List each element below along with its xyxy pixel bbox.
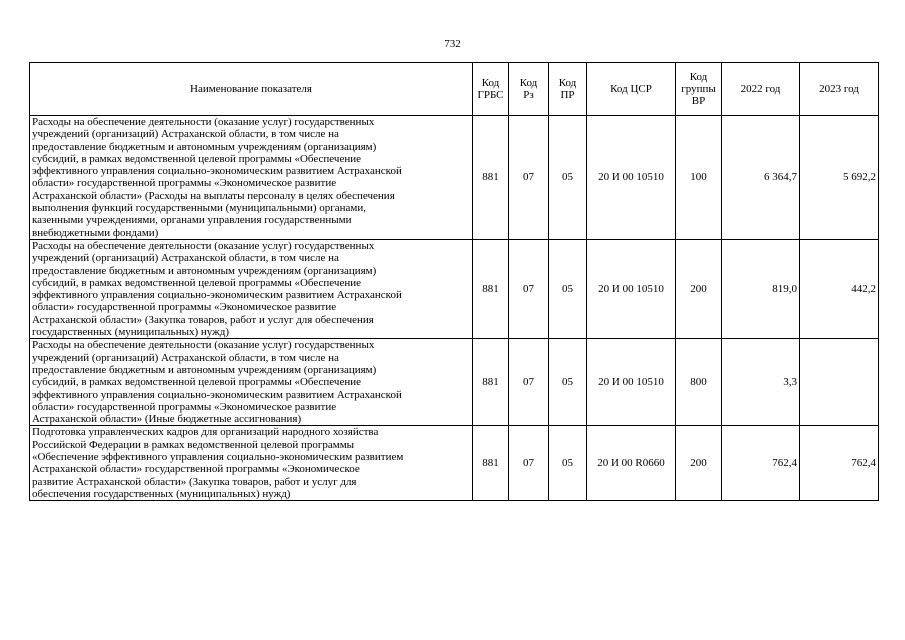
rz-cell: 07 — [509, 426, 549, 501]
amount-2023-cell: 442,2 — [800, 239, 879, 338]
indicator-name-line: развитие Астраханской области» (Закупка товаров, работ и услуг для — [32, 475, 357, 488]
indicator-name-line: эффективного управления социально-экономическим развитием Астраханской — [32, 289, 402, 302]
vr-cell: 100 — [676, 116, 722, 240]
indicator-name-line: эффективного управления социально-экономическим развитием Астраханской — [32, 388, 402, 401]
grbs-cell: 881 — [473, 116, 509, 240]
indicator-name-line: «Обеспечение эффективного управления социально-экономическим развитием — [32, 451, 404, 464]
indicator-name-line: области» государственной программы «Экономическое развитие — [32, 400, 337, 413]
indicator-name-line: учреждений (организаций) Астраханской области, в том числе на — [32, 128, 339, 141]
indicator-name-line: внебюджетными фондами) — [32, 226, 159, 239]
col-2023-header: 2023 год — [800, 63, 879, 116]
indicator-name-line: предоставление бюджетным и автономным учреждениям (организациям) — [32, 140, 377, 153]
indicator-name-line: Российской Федерации в рамках ведомственной целевой программы — [32, 438, 355, 451]
csr-cell: 20 И 00 10510 — [587, 116, 676, 240]
indicator-name-line: области» государственной программы «Экономическое развитие — [32, 301, 337, 314]
pr-cell: 05 — [549, 116, 587, 240]
csr-cell: 20 И 00 10510 — [587, 239, 676, 338]
indicator-name-line: субсидий, в рамках ведомственной целевой программы «Обеспечение — [32, 276, 361, 289]
indicator-name-line: Астраханской области» (Иные бюджетные ассигнования) — [32, 413, 302, 426]
indicator-name-cell — [30, 116, 473, 240]
col-vr-header-line: Код — [689, 70, 708, 83]
indicator-name-line: учреждений (организаций) Астраханской области, в том числе на — [32, 351, 339, 364]
amount-2022-cell: 6 364,7 — [722, 116, 800, 240]
grbs-cell: 881 — [473, 426, 509, 501]
csr-cell: 20 И 00 10510 — [587, 339, 676, 426]
col-grbs-header-line: Код — [481, 76, 500, 89]
col-rz-header — [509, 63, 549, 116]
vr-cell: 200 — [676, 239, 722, 338]
table-row — [30, 116, 879, 240]
rz-cell: 07 — [509, 239, 549, 338]
col-vr-header-line: группы — [681, 82, 716, 95]
rz-cell: 07 — [509, 339, 549, 426]
table-row — [30, 239, 879, 338]
indicator-name-line: учреждений (организаций) Астраханской области, в том числе на — [32, 252, 339, 265]
vr-cell: 200 — [676, 426, 722, 501]
header-row — [30, 63, 879, 116]
indicator-name-line: государственных (муниципальных) нужд) — [32, 326, 229, 339]
page-number: 732 — [444, 38, 461, 50]
indicator-name-line: субсидий, в рамках ведомственной целевой программы «Обеспечение — [32, 376, 361, 389]
table-row — [30, 426, 879, 501]
indicator-name-line: Астраханской области» государственной программы «Экономическое — [32, 463, 360, 476]
col-name-header: Наименование показателя — [30, 63, 473, 116]
indicator-name-line: эффективного управления социально-экономическим развитием Астраханской — [32, 165, 402, 178]
indicator-name-line: Астраханской области» (Расходы на выплаты персоналу в целях обеспечения — [32, 189, 395, 202]
vr-cell: 800 — [676, 339, 722, 426]
indicator-name-line: предоставление бюджетным и автономным учреждениям (организациям) — [32, 363, 377, 376]
indicator-name-line: предоставление бюджетным и автономным учреждениям (организациям) — [32, 264, 377, 277]
indicator-name-cell — [30, 339, 473, 426]
col-grbs-header — [473, 63, 509, 116]
col-rz-header-line: Код — [519, 76, 538, 89]
col-2022-header: 2022 год — [722, 63, 800, 116]
indicator-name-line: выполнения функций государственными (муниципальными) органами, — [32, 202, 367, 215]
indicator-name-line: казенными учреждениями, органами управления государственными — [32, 214, 352, 227]
indicator-name-line: Расходы на обеспечение деятельности (оказание услуг) государственных — [32, 239, 375, 252]
grbs-cell: 881 — [473, 239, 509, 338]
indicator-name-line: области» государственной программы «Экономическое развитие — [32, 177, 337, 190]
amount-2022-cell: 819,0 — [722, 239, 800, 338]
budget-table — [29, 62, 879, 501]
col-rz-header-line: Рз — [523, 89, 534, 101]
col-vr-header — [676, 63, 722, 116]
col-pr-header — [549, 63, 587, 116]
amount-2023-cell: 5 692,2 — [800, 116, 879, 240]
amount-2023-cell: 762,4 — [800, 426, 879, 501]
col-grbs-header-line: ГРБС — [477, 89, 504, 101]
rz-cell: 07 — [509, 116, 549, 240]
indicator-name-line: Расходы на обеспечение деятельности (оказание услуг) государственных — [32, 339, 375, 352]
indicator-name-cell — [30, 426, 473, 501]
indicator-name-line: Расходы на обеспечение деятельности (оказание услуг) государственных — [32, 116, 375, 128]
amount-2022-cell: 762,4 — [722, 426, 800, 501]
indicator-name-line: Подготовка управленческих кадров для организаций народного хозяйства — [32, 426, 379, 439]
amount-2023-cell — [800, 339, 879, 426]
amount-2022-cell: 3,3 — [722, 339, 800, 426]
pr-cell: 05 — [549, 239, 587, 338]
table-row — [30, 339, 879, 426]
col-pr-header-line: ПР — [560, 89, 575, 101]
grbs-cell: 881 — [473, 339, 509, 426]
col-csr-header: Код ЦСР — [587, 63, 676, 116]
col-pr-header-line: Код — [558, 76, 577, 89]
table-body — [30, 116, 879, 501]
col-vr-header-line: ВР — [691, 95, 706, 108]
indicator-name-line: обеспечения государственных (муниципальных) нужд) — [32, 487, 291, 500]
pr-cell: 05 — [549, 426, 587, 501]
pr-cell: 05 — [549, 339, 587, 426]
indicator-name-line: Астраханской области» (Закупка товаров, работ и услуг для обеспечения — [32, 313, 374, 326]
csr-cell: 20 И 00 R0660 — [587, 426, 676, 501]
indicator-name-cell — [30, 239, 473, 338]
indicator-name-line: субсидий, в рамках ведомственной целевой программы «Обеспечение — [32, 152, 361, 165]
